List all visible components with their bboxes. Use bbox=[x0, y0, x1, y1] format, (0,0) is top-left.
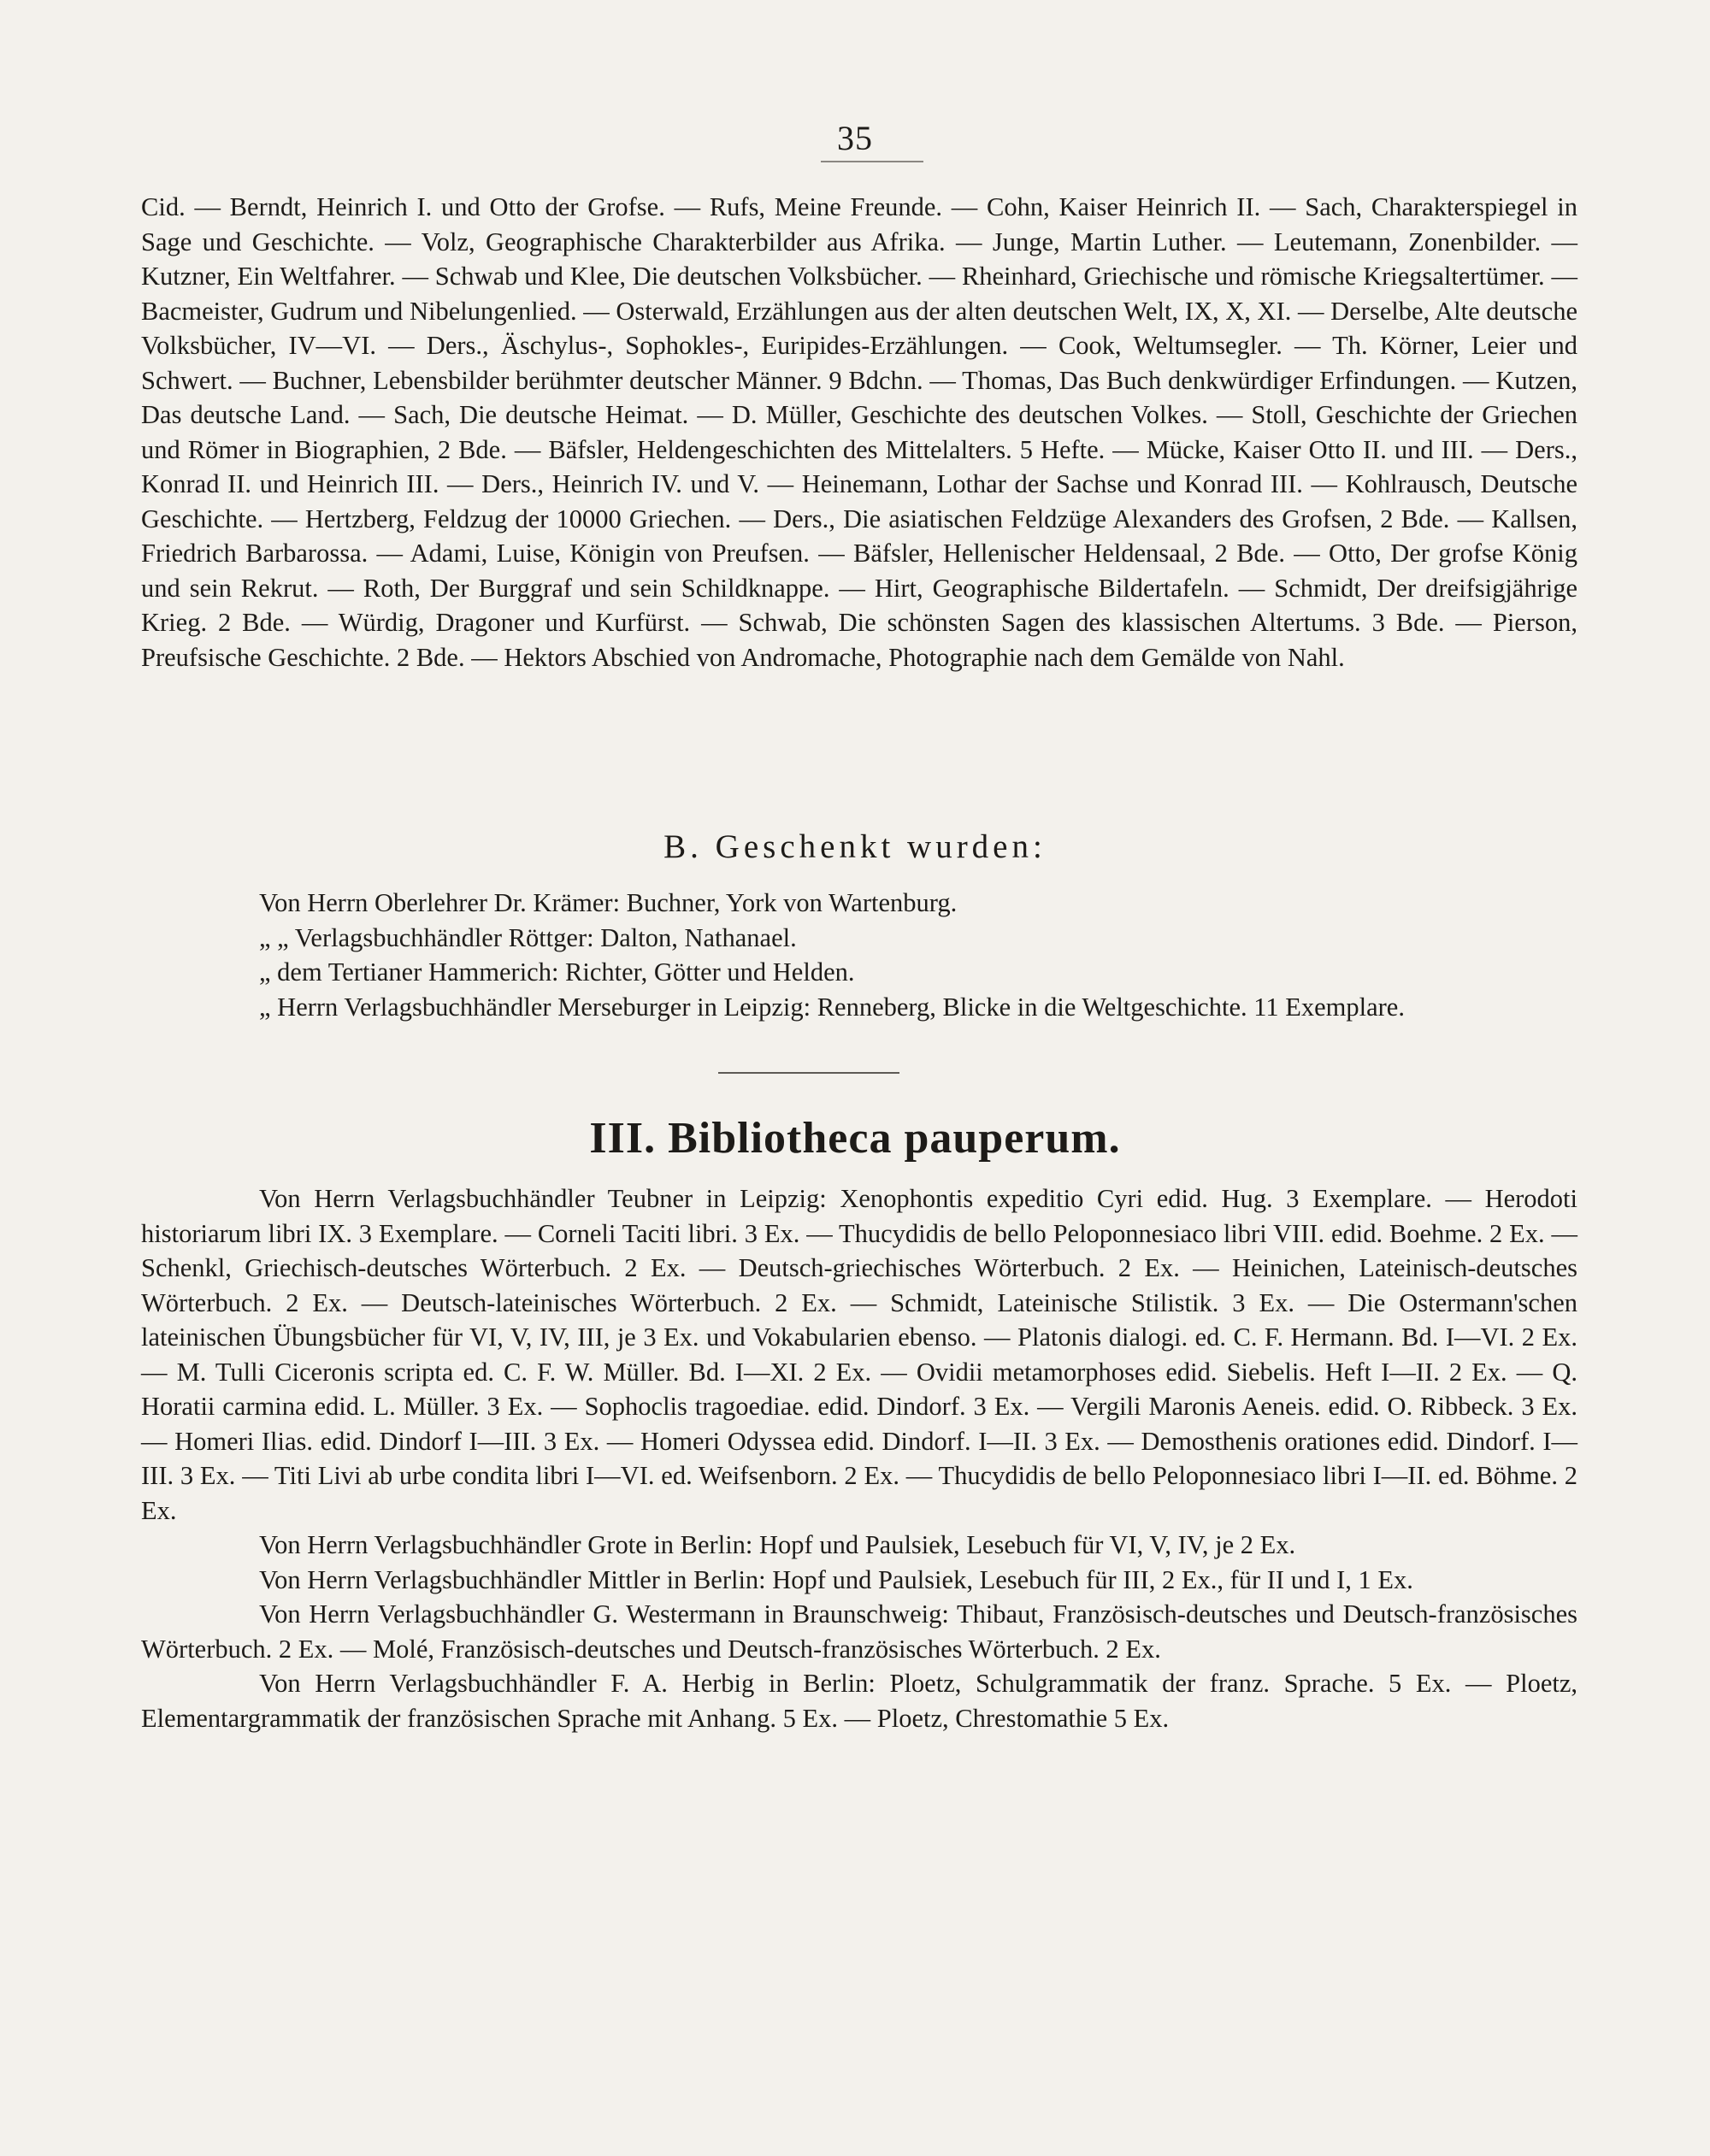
section-c-entry: Von Herrn Verlagsbuchhändler Mittler in Berlin: Hopf und Paulsiek, Lesebuch für III, 2 Ex., für II und I, 1 Ex. bbox=[259, 1564, 1413, 1594]
section-b-entry: Von Herrn Oberlehrer Dr. Krämer: Buchner, York von Wartenburg. bbox=[259, 888, 958, 917]
section-c-list bbox=[141, 1181, 1577, 1735]
section-divider bbox=[718, 1072, 899, 1074]
section-b-entry: „ Herrn Verlagsbuchhändler Merseburger in Leipzig: Renneberg, Blicke in die Weltgeschichte. 11 Exemplare. bbox=[259, 992, 1405, 1022]
section-c-heading: III. Bibliotheca pauperum. bbox=[589, 1114, 1121, 1163]
section-c-entry: Von Herrn Verlagsbuchhändler F. A. Herbig in Berlin: Ploetz, Schulgrammatik der franz. Sprache. 5 Ex. — Ploetz, Elementargrammatik der französischen Sprache mit Anhang. 5 Ex. — Ploetz, Chrestomathie 5 Ex. bbox=[141, 1669, 1577, 1733]
section-a-paragraph bbox=[141, 190, 1577, 674]
page-number: 35 bbox=[837, 119, 873, 157]
section-b-entry: „ dem Tertianer Hammerich: Richter, Götter und Helden. bbox=[259, 957, 855, 987]
section-c-entry: Von Herrn Verlagsbuchhändler Teubner in Leipzig: Xenophontis expeditio Cyri edid. Hug. 3 Exemplare. — Herodoti historiarum libri IX. 3 Exemplare. — Corneli Taciti libri. 3 Ex. — Thucydidis de bello Peloponnesiaco libri VIII. edid. Boehme. 2 Ex. — Schenkl, Griechisch-deutsches Wörterbuch. 2 Ex. — Deutsch-griechisches Wörterbuch. 2 Ex. — Heinichen, Lateinisch-deutsches Wörterbuch. 2 Ex. — Deutsch-lateinisches Wörterbuch. 2 Ex. — Schmidt, Lateinische Stilistik. 3 Ex. — Die Ostermann'schen lateinischen Übungsbücher für VI, V, IV, III, je 3 Ex. und Vokabularien ebenso. — Platonis dialogi. ed. C. F. Hermann. Bd. I—VI. 2 Ex. — M. Tulli Ciceronis scripta ed. C. F. W. Müller. Bd. I—XI. 2 Ex. — Ovidii metamorphoses edid. Siebelis. Heft I—II. 2 Ex. — Q. Horatii carmina edid. L. Müller. 3 Ex. — Sophoclis tragoediae. edid. Dindorf. 3 Ex. — Vergili Maronis Aeneis. edid. O. Ribbeck. 3 Ex. — Homeri Ilias. edid. Dindorf I—III. 3 Ex. — Homeri Odyssea edid. Dindorf. I—II. 3 Ex. — Demosthenis orationes edid. Dindorf. I—III. 3 Ex. — Titi Livi ab urbe condita libri I—VI. ed. Weifsenborn. 2 Ex. — Thucydidis de bello Peloponnesiaco libri I—II. ed. Böhme. 2 Ex. bbox=[141, 1184, 1577, 1525]
section-a-text: Cid. — Berndt, Heinrich I. und Otto der Grofse. — Rufs, Meine Freunde. — Cohn, Kaiser Heinrich II. — Sach, Charakterspiegel in Sage und Geschichte. — Volz, Geographische Charakterbilder aus Afrika. — Junge, Martin Luther. — Leutemann, Zonenbilder. — Kutzner, Ein Weltfahrer. — Schwab und Klee, Die deutschen Volksbücher. — Rheinhard, Griechische und römische Kriegsaltertümer. — Bacmeister, Gudrum und Nibelungenlied. — Osterwald, Erzählungen aus der alten deutschen Welt, IX, X, XI. — Derselbe, Alte deutsche Volksbücher, IV—VI. — Ders., Äschylus-, Sophokles-, Euripides-Erzählungen. — Cook, Weltumsegler. — Th. Körner, Leier und Schwert. — Buchner, Lebensbilder berühmter deutscher Männer. 9 Bdchn. — Thomas, Das Buch denkwürdiger Erfindungen. — Kutzen, Das deutsche Land. — Sach, Die deutsche Heimat. — D. Müller, Geschichte des deutschen Volkes. — Stoll, Geschichte der Griechen und Römer in Biographien, 2 Bde. — Bäfsler, Heldengeschichten des Mittelalters. 5 Hefte. — Mücke, Kaiser Otto II. und III. — Ders., Konrad II. und Heinrich III. — Ders., Heinrich IV. und V. — Heinemann, Lothar der Sachse und Konrad III. — Kohlrausch, Deutsche Geschichte. — Hertzberg, Feldzug der 10000 Griechen. — Ders., Die asiatischen Feldzüge Alexanders des Grofsen, 2 Bde. — Kallsen, Friedrich Barbarossa. — Adami, Luise, Königin von Preufsen. — Bäfsler, Hellenischer Heldensaal, 2 Bde. — Otto, Der grofse König und sein Rekrut. — Roth, Der Burggraf und sein Schildknappe. — Hirt, Geographische Bildertafeln. — Schmidt, Der dreifsigjährige Krieg. 2 Bde. — Würdig, Dragoner und Kurfürst. — Schwab, Die schönsten Sagen des klassischen Altertums. 3 Bde. — Pierson, Preufsische Geschichte. 2 Bde. — Hektors Abschied von Andromache, Photographie nach dem Gemälde von Nahl. bbox=[141, 192, 1577, 672]
section-c-entry: Von Herrn Verlagsbuchhändler G. Westermann in Braunschweig: Thibaut, Französisch-deutsches und Deutsch-französisches Wörterbuch. 2 Ex. — Molé, Französisch-deutsches und Deutsch-französisches Wörterbuch. 2 Ex. bbox=[141, 1599, 1577, 1664]
section-b-list bbox=[141, 886, 1577, 1024]
section-b-heading: B. Geschenkt wurden: bbox=[663, 828, 1047, 865]
page-number-rule bbox=[821, 161, 923, 162]
section-b-entry: „ „ Verlagsbuchhändler Röttger: Dalton, Nathanael. bbox=[259, 922, 797, 952]
section-c-entry: Von Herrn Verlagsbuchhändler Grote in Berlin: Hopf und Paulsiek, Lesebuch für VI, V, IV, je 2 Ex. bbox=[259, 1530, 1296, 1559]
